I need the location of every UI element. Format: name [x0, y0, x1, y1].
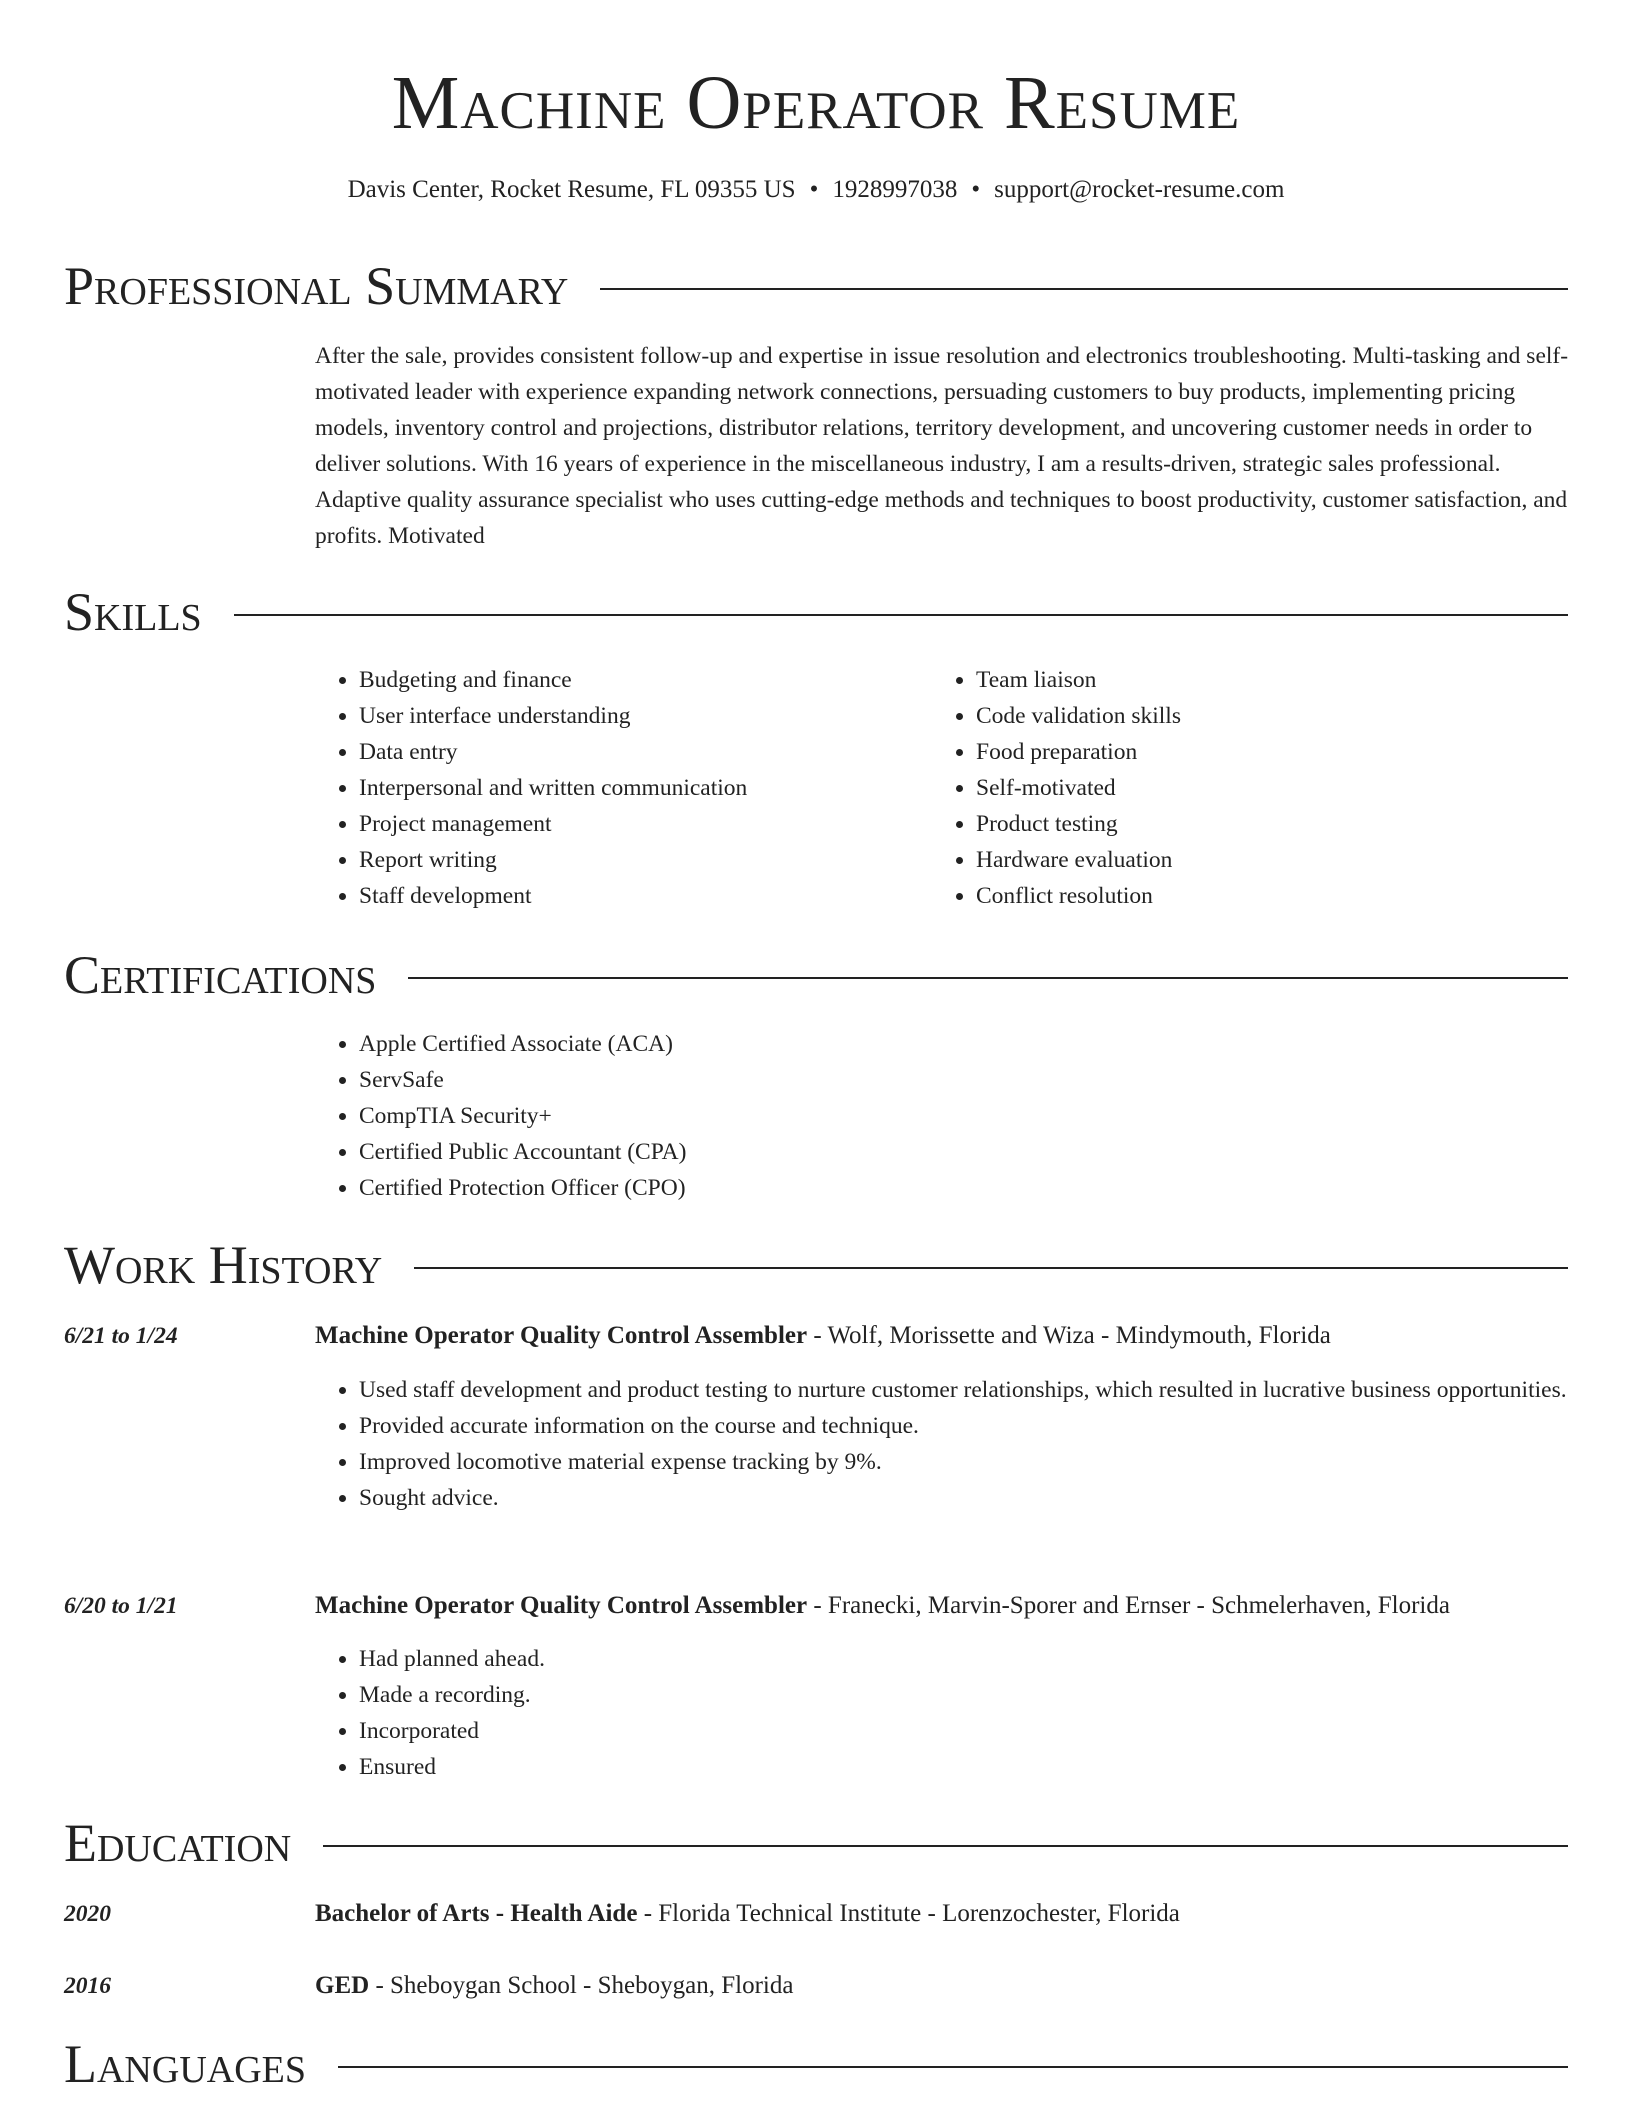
education-entry: [315, 1968, 1575, 2004]
education-year: 2020: [64, 1901, 111, 1927]
skill-item: • Report writing: [359, 842, 919, 878]
education-degree: GED: [315, 1972, 370, 1999]
skill-item: • Team liaison: [976, 662, 1536, 698]
section-header-certifications: [64, 945, 1568, 1005]
certifications-list: [315, 1026, 1259, 1206]
job-details: - Franecki, Marvin-Sporer and Ernser - Schmelerhaven, Florida: [807, 1592, 1450, 1619]
education-details: - Florida Technical Institute - Lorenzochester, Florida: [637, 1900, 1180, 1927]
education-details: - Sheboygan School - Sheboygan, Florida: [369, 1972, 794, 1999]
job-heading: [315, 1318, 1575, 1354]
section-divider: [600, 288, 1568, 290]
job-bullet: • Used staff development and product testing to nurture customer relationships, which resulted in lucrative business opportunities.: [359, 1372, 1575, 1408]
contact-separator: •: [809, 176, 819, 203]
skill-item: • Budgeting and finance: [359, 662, 919, 698]
job-details: - Wolf, Morissette and Wiza - Mindymouth, Florida: [807, 1322, 1331, 1349]
certification-item: • ServSafe: [359, 1062, 1259, 1098]
skill-item: • Code validation skills: [976, 698, 1536, 734]
certification-item: • Apple Certified Associate (ACA): [359, 1026, 1259, 1062]
contact-phone: 1928997038: [832, 176, 958, 203]
job-bullets: [315, 1641, 1575, 1785]
job-title: Machine Operator Quality Control Assembler: [315, 1322, 808, 1349]
job-bullet: • Sought advice.: [359, 1480, 1575, 1516]
skill-item: • Conflict resolution: [976, 878, 1536, 914]
job-bullet: • Made a recording.: [359, 1677, 1575, 1713]
section-title: Education: [64, 1813, 292, 1873]
job-bullets: [315, 1372, 1575, 1516]
skill-item: • Project management: [359, 806, 919, 842]
skills-list-left: [315, 662, 919, 914]
section-divider: [408, 977, 1568, 979]
section-divider: [234, 614, 1568, 616]
section-title: Skills: [64, 582, 202, 642]
job-bullet: • Incorporated: [359, 1713, 1575, 1749]
section-title: Professional Summary: [64, 256, 569, 316]
job-bullet: • Provided accurate information on the course and technique.: [359, 1408, 1575, 1444]
job-dates: 6/20 to 1/21: [64, 1593, 178, 1619]
job-bullet: • Improved locomotive material expense tracking by 9%.: [359, 1444, 1575, 1480]
education-degree: Bachelor of Arts - Health Aide: [315, 1900, 638, 1927]
section-header-summary: [64, 256, 1568, 316]
job-bullet: • Ensured: [359, 1749, 1575, 1785]
skill-item: • Interpersonal and written communication: [359, 770, 919, 806]
job-heading: [315, 1588, 1575, 1624]
section-header-languages: [64, 2034, 1568, 2094]
skill-item: • Food preparation: [976, 734, 1536, 770]
skill-item: • Data entry: [359, 734, 919, 770]
skills-list-right: [932, 662, 1536, 914]
job-title: Machine Operator Quality Control Assembler: [315, 1592, 808, 1619]
section-title: Languages: [64, 2034, 306, 2094]
skill-item: • User interface understanding: [359, 698, 919, 734]
section-header-skills: [64, 582, 1568, 642]
section-header-work-history: [64, 1235, 1568, 1295]
skill-item: • Hardware evaluation: [976, 842, 1536, 878]
section-divider: [323, 1845, 1568, 1847]
job-dates: 6/21 to 1/24: [64, 1323, 178, 1349]
contact-separator: •: [971, 176, 981, 203]
job-bullet: • Had planned ahead.: [359, 1641, 1575, 1677]
certification-item: • CompTIA Security+: [359, 1098, 1259, 1134]
skill-item: • Product testing: [976, 806, 1536, 842]
section-divider: [338, 2066, 1568, 2068]
section-title: Certifications: [64, 945, 377, 1005]
education-entry: [315, 1896, 1575, 1932]
summary-text: After the sale, provides consistent follow-up and expertise in issue resolution and electronics troubleshooting. Multi-tasking and self-motivated leader with experience expanding network connections, persuading customers to buy products, implementing pricing models, inventory control and projections, distributor relations, territory development, and uncovering customer needs in order to deliver solutions. With 16 years of experience in the miscellaneous industry, I am a results-driven, strategic sales professional. Adaptive quality assurance specialist who uses cutting-edge methods and techniques to boost productivity, customer satisfaction, and profits. Motivated: [315, 343, 1569, 549]
certification-item: • Certified Protection Officer (CPO): [359, 1170, 1259, 1206]
skill-item: • Staff development: [359, 878, 919, 914]
section-divider: [414, 1267, 1568, 1269]
skill-item: • Self-motivated: [976, 770, 1536, 806]
section-header-education: [64, 1813, 1568, 1873]
section-title: Work History: [64, 1235, 383, 1295]
contact-email: support@rocket-resume.com: [994, 176, 1285, 203]
resume-title: Machine Operator Resume: [391, 61, 1241, 145]
education-year: 2016: [64, 1973, 111, 1999]
contact-line: [0, 174, 1632, 206]
contact-address: Davis Center, Rocket Resume, FL 09355 US: [347, 176, 796, 203]
certification-item: • Certified Public Accountant (CPA): [359, 1134, 1259, 1170]
